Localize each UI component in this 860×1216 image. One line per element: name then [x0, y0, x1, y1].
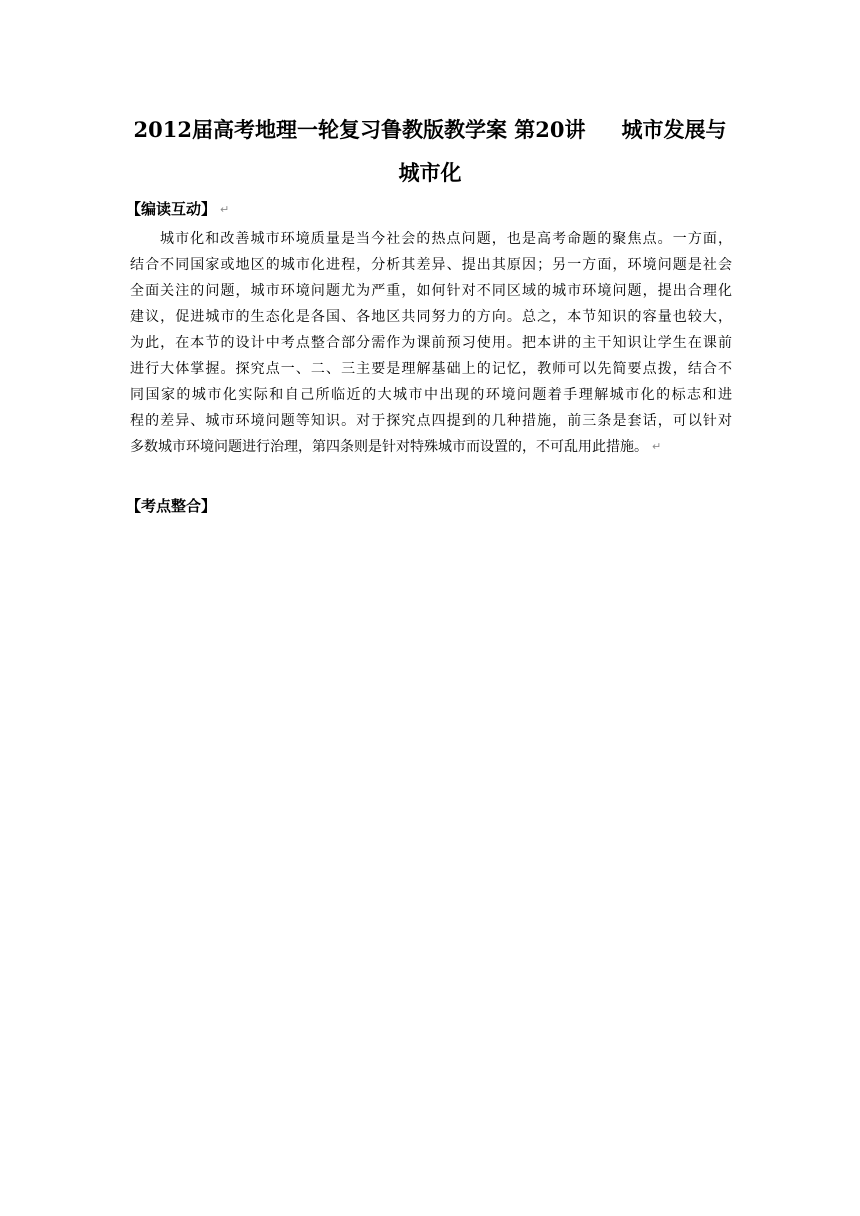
title-part-1: 2012届高考地理一轮复习鲁教版教学案 第20讲: [133, 117, 586, 142]
paragraph-line: 建议，促进城市的生态化是各国、各地区共同努力的方向。总之，本节知识的容量也较大，: [130, 309, 732, 325]
section-heading-editorial-label: 【编读互动】: [126, 200, 217, 218]
paragraph-mark-icon: ↵: [652, 440, 662, 453]
paragraph-line-last: [130, 434, 732, 460]
paragraph-line: 结合不同国家或地区的城市化进程，分析其差异、提出其原因；另一方面，环境问题是社会: [130, 257, 732, 273]
section-heading-editorial: [126, 198, 229, 221]
paragraph-line: 全面关注的问题，城市环境问题尤为严重，如何针对不同区域的城市环境问题，提出合理化: [130, 283, 732, 299]
paragraph-mark-icon: ↵: [220, 202, 230, 216]
paragraph-line: 程的差异、城市环境问题等知识。对于探究点四提到的几种措施，前三条是套话，可以针对: [130, 413, 732, 429]
paragraph-line: 城市化和改善城市环境质量是当今社会的热点问题，也是高考命题的聚焦点。一方面，: [160, 231, 732, 247]
paragraph-line-text: 多数城市环境问题进行治理，第四条则是针对特殊城市而设置的，不可乱用此措施。: [130, 439, 648, 455]
editorial-paragraph: [130, 226, 732, 460]
paragraph-line: 为此，在本节的设计中考点整合部分需作为课前预习使用。把本讲的主干知识让学生在课前: [130, 335, 732, 351]
paragraph-line: 进行大体掌握。探究点一、二、三主要是理解基础上的记忆，教师可以先简要点拨，结合不: [130, 361, 732, 377]
section-heading-key-points: 【考点整合】: [126, 497, 217, 515]
paragraph-line: 同国家的城市化实际和自己所临近的大城市中出现的环境问题着手理解城市化的标志和进: [130, 387, 732, 403]
title-part-2: 城市发展与: [621, 117, 727, 142]
document-title-line-1: [120, 112, 740, 148]
document-title-line-2: 城市化: [398, 160, 462, 185]
